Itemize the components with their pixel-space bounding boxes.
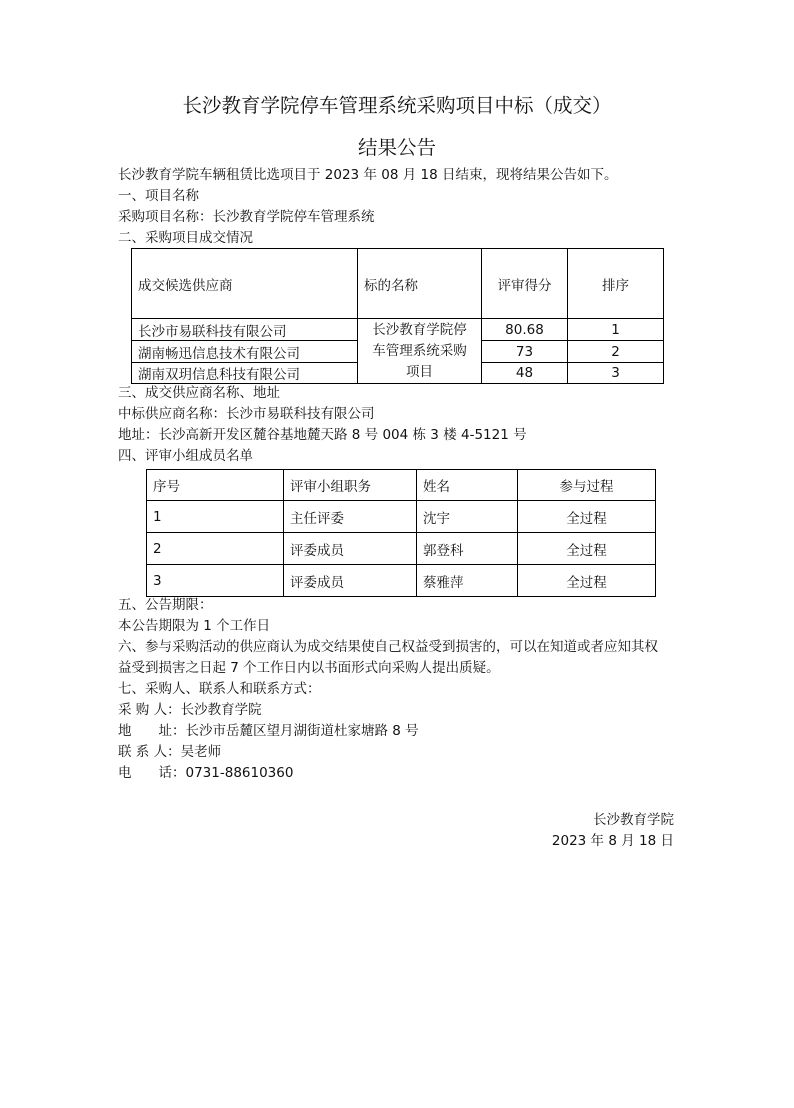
panel-table — [146, 469, 656, 597]
sec7-heading: 七、采购人、联系人和联系方式： — [118, 681, 321, 697]
sec6-line2: 益受到损害之日起 7 个工作日内以书面形式向采购人提出质疑。 — [118, 660, 500, 676]
subject: 长沙教育学院停 车管理系统采购 项目 — [358, 319, 482, 384]
sec5-body: 本公告期限为 1 个工作日 — [118, 618, 271, 634]
sec1-heading: 一、项目名称 — [118, 188, 199, 204]
sec3-address: 地址：长沙高新开发区麓谷基地麓天路 8 号 004 栋 3 楼 4-5121 号 — [118, 427, 527, 443]
member-name: 蔡雅萍 — [417, 565, 518, 597]
th-role: 评审小组职务 — [284, 470, 417, 501]
th-index: 序号 — [147, 470, 284, 501]
index: 3 — [147, 565, 284, 597]
sec3-name: 中标供应商名称：长沙市易联科技有限公司 — [118, 406, 375, 422]
rank: 1 — [568, 319, 664, 341]
th-rank: 排序 — [568, 249, 664, 319]
process: 全过程 — [518, 565, 656, 597]
contact-address: 地 址：长沙市岳麓区望月湖街道杜家塘路 8 号 — [118, 723, 419, 739]
result-table — [131, 248, 664, 384]
th-supplier: 成交候选供应商 — [132, 249, 358, 319]
sec5-heading: 五、公告期限： — [118, 597, 213, 613]
process: 全过程 — [518, 533, 656, 565]
table-row — [132, 319, 664, 341]
index: 2 — [147, 533, 284, 565]
role: 主任评委 — [284, 501, 417, 533]
member-name: 郭登科 — [417, 533, 518, 565]
member-name: 沈宇 — [417, 501, 518, 533]
signature-date: 2023 年 8 月 18 日 — [551, 833, 674, 849]
th-process: 参与过程 — [518, 470, 656, 501]
th-score: 评审得分 — [482, 249, 568, 319]
contact-phone: 电 话：0731-88610360 — [118, 765, 294, 781]
contact-buyer: 采 购 人：长沙教育学院 — [118, 702, 262, 718]
title-line1: 长沙教育学院停车管理系统采购项目中标（成交） — [182, 94, 612, 117]
supplier: 湖南双玥信息科技有限公司 — [132, 363, 358, 384]
signature-org: 长沙教育学院 — [593, 812, 674, 828]
contact-person: 联 系 人：吴老师 — [118, 744, 222, 760]
supplier: 湖南畅迅信息技术有限公司 — [132, 341, 358, 363]
sec4-heading: 四、评审小组成员名单 — [118, 448, 253, 464]
sec6-line1: 六、参与采购活动的供应商认为成交结果使自己权益受到损害的，可以在知道或者应知其权 — [118, 639, 658, 655]
sec2-heading: 二、采购项目成交情况 — [118, 230, 253, 246]
table-row — [147, 565, 656, 597]
rank: 3 — [568, 363, 664, 384]
table-row — [147, 533, 656, 565]
process: 全过程 — [518, 501, 656, 533]
intro: 长沙教育学院车辆租赁比选项目于 2023 年 08 月 18 日结束，现将结果公告如下。 — [118, 167, 618, 183]
sec3-heading: 三、成交供应商名称、地址 — [118, 385, 280, 401]
score: 48 — [482, 363, 568, 384]
score: 73 — [482, 341, 568, 363]
score: 80.68 — [482, 319, 568, 341]
role: 评委成员 — [284, 565, 417, 597]
supplier: 长沙市易联科技有限公司 — [132, 319, 358, 341]
index: 1 — [147, 501, 284, 533]
rank: 2 — [568, 341, 664, 363]
table-row — [147, 501, 656, 533]
role: 评委成员 — [284, 533, 417, 565]
title-line2: 结果公告 — [357, 136, 436, 159]
sec1-body: 采购项目名称：长沙教育学院停车管理系统 — [118, 209, 375, 225]
th-name: 姓名 — [417, 470, 518, 501]
th-subject: 标的名称 — [358, 249, 482, 319]
